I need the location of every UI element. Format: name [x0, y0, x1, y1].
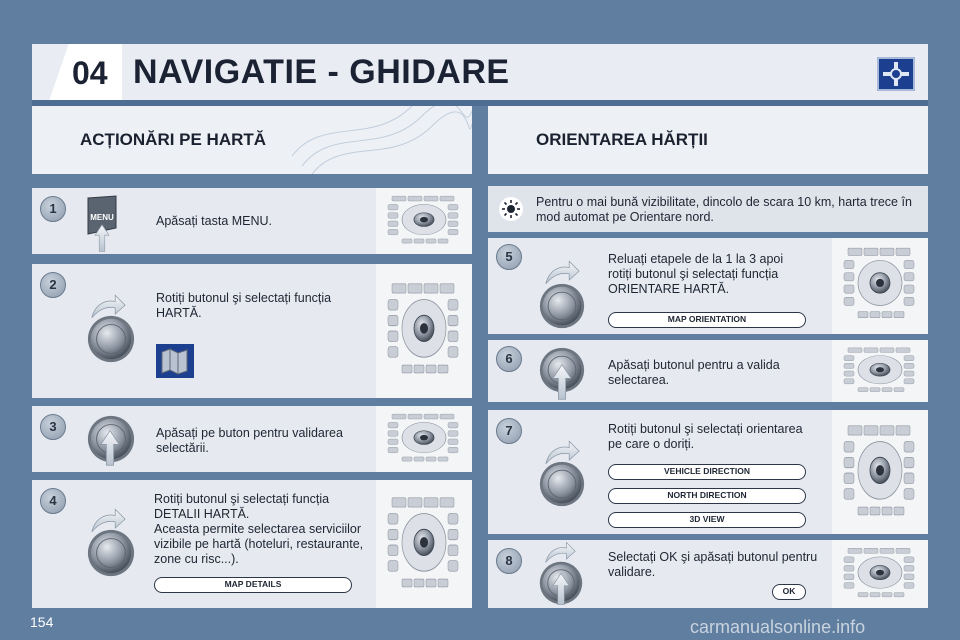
step-text: Reluați etapele de la 1 la 3 apoi rotiți butonul şi selectați funcția ORIENTARE HARTĂ. — [608, 252, 784, 296]
option-pill-map-details[interactable]: MAP DETAILS — [154, 577, 352, 593]
press-arrow-icon — [100, 428, 120, 468]
option-pill-3d-view[interactable]: 3D VIEW — [608, 512, 806, 528]
press-arrow-icon — [552, 362, 572, 402]
step-text: Apăsați pe buton pentru validarea selectării. — [156, 426, 343, 455]
page-title: NAVIGATIE - GHIDARE — [133, 53, 510, 91]
rotary-knob-icon — [86, 314, 136, 364]
control-panel-illustration — [376, 188, 472, 254]
option-pill-vehicle-direction[interactable]: VEHICLE DIRECTION — [608, 464, 806, 480]
step-card-1 — [32, 188, 472, 254]
menu-key-label: MENU — [90, 213, 114, 222]
section-header-map-actions — [32, 106, 472, 174]
step-text: Rotiți butonul şi selectați funcția DETALII HARTĂ. Aceasta permite selectarea serviciilor vizibile pe hartă (hoteluri, restaurante, zone cu risc...). — [154, 492, 364, 566]
step-card-8 — [488, 540, 928, 608]
press-arrow-icon — [552, 572, 570, 606]
chapter-number: 04 — [72, 55, 108, 91]
control-panel-illustration — [376, 406, 472, 472]
step-text: Rotiți butonul şi selectați orientarea pe care o doriți. — [608, 422, 803, 451]
info-tip-card — [488, 186, 928, 232]
step-card-2 — [32, 264, 472, 398]
control-panel-illustration — [376, 480, 472, 608]
option-pill-ok[interactable]: OK — [772, 584, 806, 600]
map-contour-decoration — [292, 106, 472, 174]
step-card-3 — [32, 406, 472, 472]
step-text: Rotiți butonul şi selectați funcția HARTĂ. — [156, 291, 332, 320]
control-panel-illustration — [832, 540, 928, 608]
rotary-knob-icon — [86, 528, 136, 578]
sun-tip-icon — [498, 196, 524, 222]
control-panel-illustration — [832, 410, 928, 534]
rotary-knob-icon — [538, 460, 586, 508]
watermark: carmanualsonline.info — [690, 617, 866, 637]
rotary-knob-icon — [538, 282, 586, 330]
step-badge: 4 — [40, 488, 66, 514]
step-card-7 — [488, 410, 928, 534]
step-badge: 5 — [496, 244, 522, 270]
option-pill-map-orientation[interactable]: MAP ORIENTATION — [608, 312, 806, 328]
step-badge: 7 — [496, 418, 522, 444]
step-card-6 — [488, 340, 928, 402]
section-title-left: ACȚIONĂRI PE HARTĂ — [80, 130, 267, 149]
map-function-icon — [156, 344, 194, 378]
control-panel-illustration — [832, 238, 928, 334]
info-text: Pentru o mai bună vizibilitate, dincolo de scara 10 km, harta trece în mod automat pe Orientare nord. — [536, 195, 912, 224]
step-badge: 6 — [496, 346, 522, 372]
step-card-4 — [32, 480, 472, 608]
step-text: Apăsați tasta MENU. — [156, 214, 273, 228]
section-header-map-orientation — [488, 106, 928, 174]
control-panel-illustration — [832, 340, 928, 402]
option-pill-north-direction[interactable]: NORTH DIRECTION — [608, 488, 806, 504]
step-text: Apăsați butonul pentru a valida selectarea. — [608, 358, 780, 387]
step-text: Selectați OK şi apăsați butonul pentru validare. — [608, 550, 818, 579]
step-card-5 — [488, 238, 928, 334]
step-badge: 2 — [40, 272, 66, 298]
navigation-crosshair-icon — [877, 57, 915, 91]
section-title-right: ORIENTAREA HĂRȚII — [536, 130, 708, 149]
page-number: 154 — [30, 614, 54, 630]
step-badge: 1 — [40, 196, 66, 222]
control-panel-illustration — [376, 264, 472, 398]
menu-key-icon — [84, 194, 120, 252]
step-badge: 8 — [496, 548, 522, 574]
step-badge: 3 — [40, 414, 66, 440]
